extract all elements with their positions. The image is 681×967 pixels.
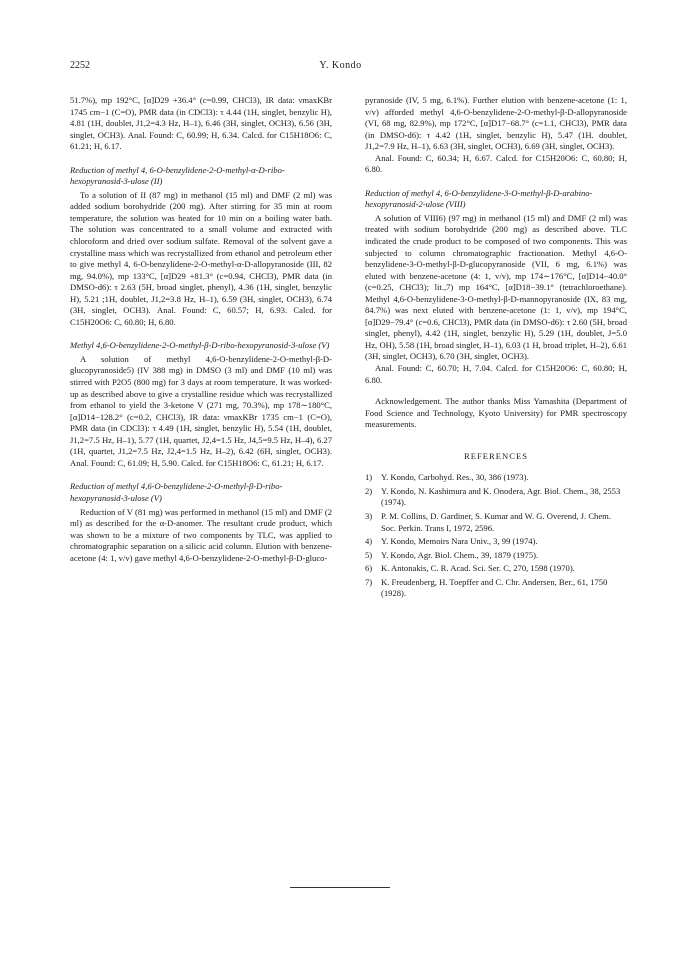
running-header <box>0 60 681 76</box>
analysis-line: Anal. Found: C, 60.34; H, 6.67. Calcd. for C15H20O6: C, 60.80; H, 6.80. <box>365 152 627 175</box>
section-heading: Reduction of methyl 4, 6-O-benzylidene-3-O-methyl-β-D-arabino-hexopyranosid-2-ulose (VIII) <box>365 187 593 210</box>
end-rule <box>290 887 390 888</box>
reference-item: 6) K. Antonakis, C. R. Acad. Sci. Ser. C, 270, 1598 (1970). <box>365 563 575 574</box>
paragraph: Reduction of V (81 mg) was performed in methanol (15 ml) and DMF (2 ml) as described for the α-D-anomer. The resultant crude product, which was shown to be a mixture of two components by TLC, was applied to chromatographic separation on a silicic acid column. Elution with benzene-acetone (4: 1, v/v) gave methyl 4,6-O-benzylidene-2-O-methyl-β-D-gluco- <box>70 506 332 563</box>
paragraph: To a solution of II (87 mg) in methanol (15 ml) and DMF (2 ml) was added sodium borohydride (200 mg). After stirring for 35 min at room temperature, the solution was heated for 10 min on a boiling water bath. The solution was concentrated to a small volume and extracted with chloroform and dried over sodium sulfate. Removal of the solvent gave a crystalline mass which was recrystallized from ethanol and petroleum ether to give methyl 4, 6-O-benzylidene-2-O-methyl-α-D-allopyranoside (III, 82 mg, 94.0%), mp 133°C, [α]D29 +81.3° (c=0.94, CHCl3), PMR data (in DMSO-d6): τ 2.63 (5H, broad singlet, phenyl), 4.36 (1H, singlet, benzylic H), 5.21 ;1H, doublet, J1,2=3.8 Hz, H–1), 6.59 (3H, singlet, OCH3), 6.74 (3H, singlet, OCH3). Anal. Found: C, 60.57; H, 6.93. Calcd. for C15H20O6: C, 60.80; H, 6.80. <box>70 189 332 327</box>
paragraph: 51.7%), mp 192°C, [α]D29 +36.4° (c=0.99, CHCl3), IR data: νmaxKBr 1745 cm−1 (C=O), PMR data (in CDCl3): τ 4.44 (1H, singlet, benzylic H), 4.81 (1H, doublet, J1,2=4.3 Hz, H–1), 6.46 (3H, singlet, OCH3), 6.56 (3H, singlet, OCH3). Anal. Found: C, 60.99; H, 6.34. Calcd. for C15H18O6: C, 61.21; H, 6.17. <box>70 95 332 152</box>
running-author: Y. Kondo <box>319 60 362 71</box>
reference-item: 7) K. Freudenberg, H. Toepffer and C. Chr. Andersen, Ber., 61, 1750 (1928). <box>365 576 608 599</box>
page-number: 2252 <box>70 60 90 71</box>
paragraph: A solution of methyl 4,6-O-benzylidene-2-O-methyl-β-D-glucopyranoside5) (IV 388 mg) in DMSO (3 ml) and DMF (10 ml) was stirred with P2O5 (800 mg) for 3 days at room temperature. It was worked-up as described above to give a crystalline residue which was recrystallized from ethanol to yield the 3-ketone V (271 mg, 70.3%), mp 178∼180°C, [α]D14−128.2° (c=0.2, CHCl3), IR data: νmaxKBr 1735 cm−1 (C=O), PMR data (in CDCl3): τ 4.49 (1H, singlet, benzylic H), 5.54 (1H, doublet, J1,2=7.5 Hz, H–1), 5.77 (1H, quartet, J2,4=1.5 Hz, J4,5=9.5 Hz, H–4), 6.27 (1H, quartet, J1,2=7.5 Hz, J2,4=1.5 Hz, H–2), 6.42 (6H, singlet, OCH3). Anal. Found: C, 61.09; H, 5.90. Calcd. for C15H18O6: C, 61.21; H, 6.17. <box>70 353 332 468</box>
left-column <box>70 95 332 564</box>
reference-item: 1) Y. Kondo, Carbohyd. Res., 30, 386 (1973). <box>365 472 529 483</box>
paragraph: A solution of VIII6) (97 mg) in methanol (15 ml) and DMF (2 ml) was treated with sodium borohydride (200 mg) as described above. TLC indicated the crude product to be composed of two components. This was subjected to column chromatographic fractionation. Methyl 4,6-O-benzylidene-3-O-methyl-β-D-glucopyranoside (VII, 6 mg, 6.1%) was eluted with benzene-acetone (4: 1, v/v), mp 174∼176°C, [α]D14−40.0° (c=0.25, CHCl3); lit.,7) mp 164°C, [α]D18−39.1° (tetrachloroethane). Methyl 4,6-O-benzylidene-3-O-methyl-β-D-mannopyranoside (IX, 83 mg, 84.7%) was next eluted with benzene-acetone (1: 1, v/v), mp 194°C, [α]D29−79.4° (c=0.6, CHCl3), PMR data (in DMSO-d6): τ 2.60 (5H, broad singlet, phenyl), 4.42 (1H, singlet, benzylic H), 5.29 (1H, doublet, J=5.0 Hz, OH), 5.58 (1H, broad singlet, H–1), 6.03 (1 H, broad triplet, H–2), 6.61 (3H, singlet, OCH3), 6.70 (3H, singlet, OCH3). <box>365 212 627 362</box>
reference-item: 3) P. M. Collins, D. Gardiner, S. Kumar and W. G. Overend, J. Chem. Soc. Perkin. Trans I, 1972, 2596. <box>365 510 611 533</box>
section-heading: Reduction of methyl 4,6-O-benzylidene-2-O-methyl-β-D-ribo-hexopyranosid-3-ulose (V) <box>70 481 283 503</box>
reference-item: 2) Y. Kondo, N. Kashimura and K. Onodera, Agr. Biol. Chem., 38, 2553 (1974). <box>365 485 621 508</box>
reference-item: 5) Y. Kondo, Agr. Biol. Chem., 39, 1879 (1975). <box>365 549 539 560</box>
references-title: REFERENCES <box>464 450 528 461</box>
paragraph: pyranoside (IV, 5 mg, 6.1%). Further elution with benzene-acetone (1: 1, v/v) afforded methyl 4,6-O-benzylidene-2-O-methyl-β-D-allopyranoside (VI, 68 mg, 82.9%), mp 172°C, [α]D17−68.7° (c=1.1, CHCl3), PMR data (in DMSO-d6): τ 4.42 (1H, singlet, benzylic H), 5.47 (1H. doublet, J1,2=7.9 Hz, H–1), 6.63 (3H, singlet, OCH3), 6.69 (3H, singlet, OCH3). <box>365 95 627 152</box>
acknowledgement: Acknowledgement. The author thanks Miss Yamashita (Department of Food Science and Technology, Kyoto University) for PMR spectroscopy measurements. <box>365 396 627 430</box>
analysis-line: Anal. Found: C, 60.70; H, 7.04. Calcd. for C15H20O6: C, 60.80; H, 6.80. <box>365 363 627 385</box>
reference-item: 4) Y. Kondo, Memoirs Nara Univ., 3, 99 (1974). <box>365 536 538 547</box>
right-column <box>365 95 627 602</box>
section-heading: Methyl 4,6-O-benzylidene-2-O-methyl-β-D-ribo-hexopyranosid-3-ulose (V) <box>70 340 330 351</box>
section-heading: Reduction of methyl 4, 6-O-benzylidene-2-O-methyl-α-D-ribo-hexopyranosid-3-ulose (II) <box>70 164 285 187</box>
references-list <box>365 472 627 599</box>
